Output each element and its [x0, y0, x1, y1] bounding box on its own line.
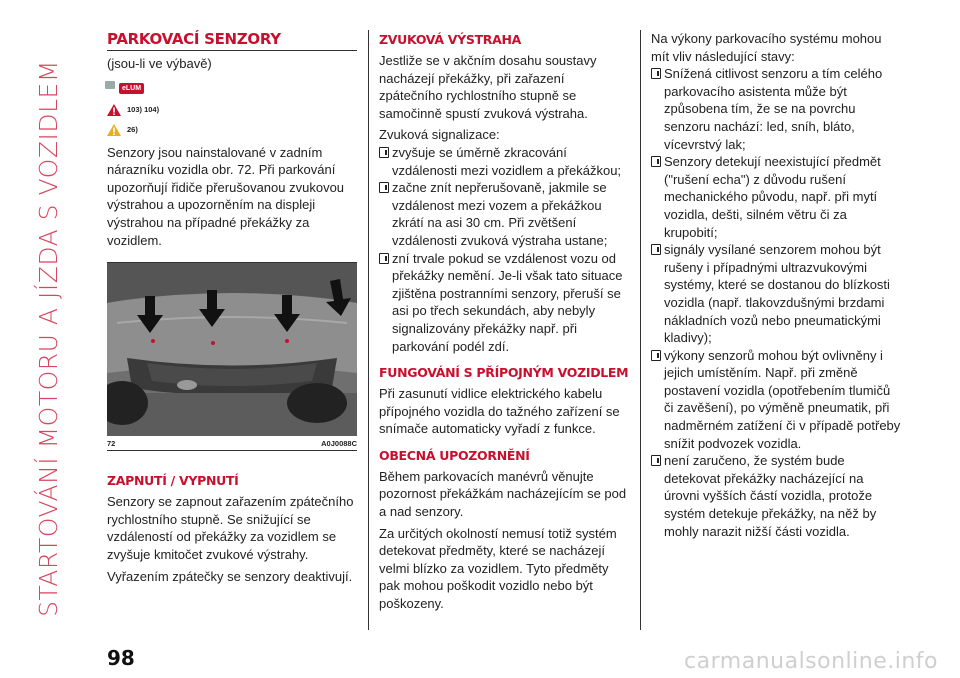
list-item: zvyšuje se úměrně zkracování vzdálenosti mezi vozidlem a překážkou;	[379, 144, 629, 179]
intro-paragraph: Senzory jsou nainstalované v zadním nárazníku vozidla obr. 72. Při parkování upozorňují řidiče přerušovanou zvukovou výstrahou a upozorněním na displeji výstrahou na případné překážky za vozidlem.	[107, 144, 345, 248]
equipment-badge-row	[107, 77, 357, 94]
section-title-acoustic: ZVUKOVÁ VÝSTRAHA	[379, 32, 522, 47]
section-title-general-warnings: OBECNÁ UPOZORNĚNÍ	[379, 447, 530, 463]
caution-refs: 26)	[127, 125, 138, 135]
warnings-paragraph-1: Během parkovacích manévrů věnujte pozornost překážkám nacházejícím se pod a nad senzory.	[379, 468, 627, 520]
list-item: výkony senzorů mohou být ovlivněny i jejich umístěním. Např. při změně postavení vozidla (opotřebením tlumičů či zavěšení), po výměně pneumatik, při nadměrném zatížení či v případě potřeby snížit podvozek vozidla.	[651, 347, 901, 453]
conditions-intro: Na výkony parkovacího systému mohou mít vliv následující stavy:	[651, 31, 882, 64]
right-column	[651, 30, 901, 540]
rear-bumper-photo	[107, 263, 357, 436]
trailer-paragraph: Při zasunutí vidlice elektrického kabelu přípojného vozidla do tažného zařízení se snímače automaticky vyřadí z funkce.	[379, 386, 620, 437]
page-number: 98	[107, 646, 135, 670]
bullet-icon	[651, 455, 661, 466]
side-chapter-title	[22, 18, 74, 658]
bullet-icon	[651, 156, 661, 167]
caution-ref-row	[107, 124, 357, 136]
list-item: Snížená citlivost senzoru a tím celého parkovacího asistenta může být způsobena tím, že se na povrchu senzoru nachází: led, sníh, bláto, vícevrstvý lak;	[651, 65, 901, 153]
figure-code: A0J0088C	[321, 439, 357, 449]
list-item: není zaručeno, že systém bude detekovat překážky nacházející na úrovni vyšších částí vozidla, protože systém detekuje překážky, na něž by mohly narazit nižší části vozidla.	[651, 452, 901, 540]
rear-bumper-sensors-figure	[107, 262, 357, 436]
section-title-on-off: ZAPNUTÍ / VYPNUTÍ	[107, 473, 239, 489]
bullet-icon	[379, 182, 389, 193]
car-icon	[105, 81, 115, 89]
list-item: Senzory detekují neexistující předmět ("rušení echa") z důvodu rušení mechanického původu, např. při mytí vozidla, dešti, silném větru či za krupobití;	[651, 153, 901, 241]
watermark: carmanualsonline.info	[684, 649, 938, 674]
bullet-icon	[379, 253, 389, 264]
danger-triangle-icon	[107, 104, 121, 116]
left-column	[107, 30, 357, 589]
column-divider	[368, 30, 369, 630]
column-divider	[640, 30, 641, 630]
bullet-icon	[379, 147, 389, 158]
figure-caption	[107, 439, 357, 451]
page-title: PARKOVACÍ SENZORY	[107, 30, 357, 51]
equipment-badge: eLUM	[119, 83, 144, 94]
bullet-icon	[651, 68, 661, 79]
bullet-icon	[651, 350, 661, 361]
warning-refs: 103) 104)	[127, 105, 160, 115]
list-item: signály vysílané senzorem mohou být rušeny i případnými ultrazvukovými systémy, které se dostanou do blízkosti vozidla (např. tlakovzdušnými brzdami nákladních vozů nebo pneumatickými kladivy);	[651, 241, 901, 347]
acoustic-paragraph-1: Jestliže se v akčním dosahu soustavy nacházejí překážky, při zařazení zpátečního rychlostního stupně se samočinně spustí zvuková výstraha.	[379, 53, 597, 121]
middle-column	[379, 30, 629, 617]
bullet-icon	[651, 244, 661, 255]
acoustic-paragraph-2: Zvuková signalizace:	[379, 127, 500, 143]
caution-icon	[107, 124, 121, 136]
on-off-paragraph-2: Vyřazením zpátečky se senzory deaktivují.	[107, 568, 353, 584]
list-item: začne znít nepřerušovaně, jakmile se vzdálenost mezi vozem a překážkou zkrátí na asi 30 cm. Při zvětšení vzdálenosti zvuková výstraha ustane;	[379, 179, 629, 249]
list-item: zní trvale pokud se vzdálenost vozu od překážky nemění. Je-li však tato situace zjištěna postranními senzory, přeruší se asi po třech sekundách, aby nebyly signalizovány překážky např. při parkování podél zdí.	[379, 250, 629, 356]
warnings-paragraph-2: Za určitých okolností nemusí totiž systém detekovat předměty, které se nacházejí velmi blízko za vozidlem. Tyto předměty pak mohou poškodit vozidlo nebo být poškozeny.	[379, 525, 617, 612]
on-off-paragraph-1: Senzory se zapnout zařazením zpátečního rychlostního stupně. Se snižující se vzdáleností od překážky za vozidlem se zvyšuje kmitočet zvukové výstrahy.	[107, 494, 354, 562]
warning-ref-row	[107, 104, 357, 116]
figure-number: 72	[107, 439, 116, 449]
section-title-trailer: FUNGOVÁNÍ S PŘÍPOJNÝM VOZIDLEM	[379, 365, 629, 381]
side-chapter-title-text: STARTOVÁNÍ MOTORU A JÍZDA S VOZIDLEM	[33, 59, 63, 617]
subtitle: (jsou-li ve výbavě)	[107, 56, 212, 71]
